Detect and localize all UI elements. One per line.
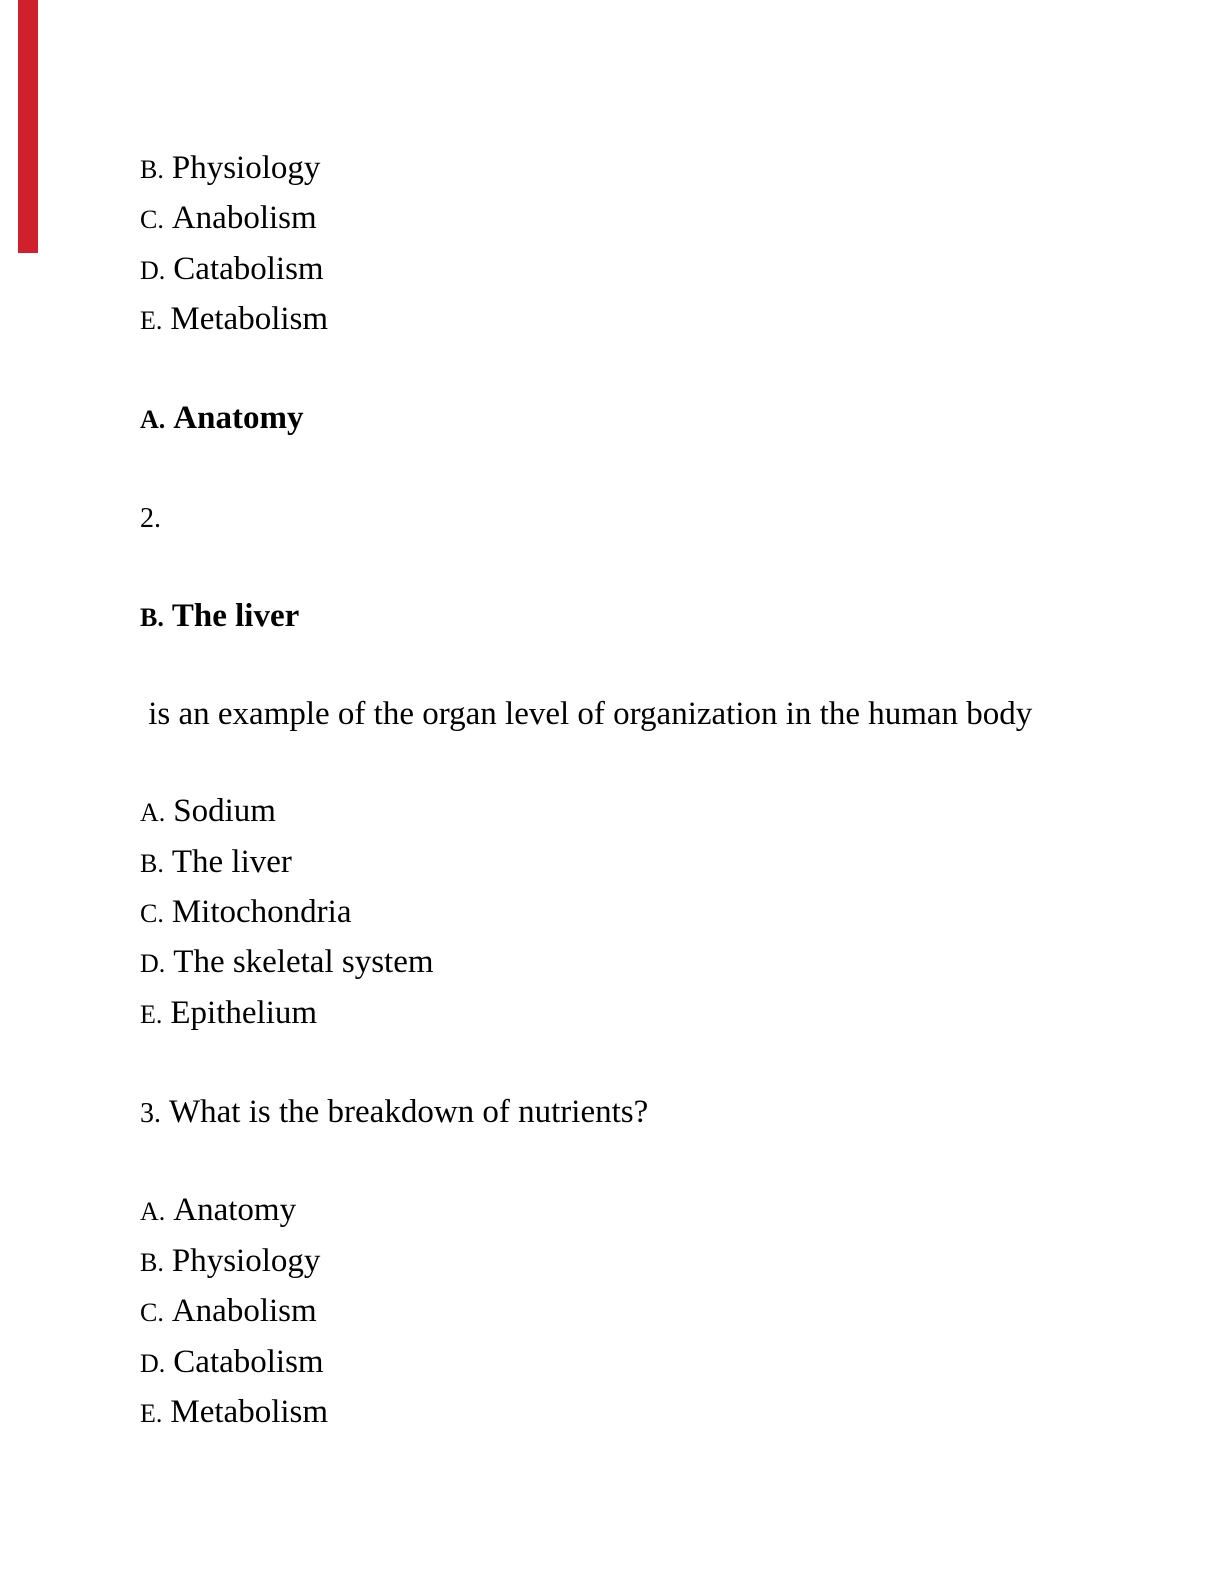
option-row bbox=[140, 144, 1164, 194]
option-row bbox=[140, 194, 1164, 244]
option-letter: C. bbox=[140, 1298, 164, 1328]
option-row bbox=[140, 787, 1164, 837]
option-row bbox=[140, 1338, 1164, 1388]
option-row bbox=[140, 938, 1164, 988]
answer-letter: A. bbox=[140, 405, 166, 435]
option-text: The liver bbox=[171, 843, 292, 880]
option-text: Epithelium bbox=[170, 994, 318, 1031]
answer-letter: B. bbox=[140, 602, 164, 632]
option-letter: A. bbox=[140, 1197, 166, 1227]
answer-text: The liver bbox=[171, 597, 300, 634]
answer-line bbox=[140, 394, 1164, 444]
option-text: Metabolism bbox=[170, 301, 329, 338]
option-text: Anabolism bbox=[171, 200, 317, 237]
option-row bbox=[140, 838, 1164, 888]
option-text: Anabolism bbox=[171, 1293, 317, 1330]
option-row bbox=[140, 1388, 1164, 1438]
option-letter: B. bbox=[140, 1247, 164, 1277]
option-text: Physiology bbox=[171, 1242, 321, 1279]
question-text: What is the breakdown of nutrients? bbox=[169, 1093, 649, 1130]
option-row bbox=[140, 888, 1164, 938]
option-row bbox=[140, 1237, 1164, 1287]
option-text: Metabolism bbox=[170, 1394, 329, 1431]
option-text: The skeletal system bbox=[173, 944, 434, 981]
option-row bbox=[140, 1186, 1164, 1236]
answer-line bbox=[140, 592, 1164, 642]
question-number: 2. bbox=[140, 502, 161, 534]
option-row bbox=[140, 295, 1164, 345]
option-letter: B. bbox=[140, 155, 164, 184]
option-text: Sodium bbox=[173, 793, 276, 830]
answer-text: Anatomy bbox=[173, 400, 304, 437]
option-letter: C. bbox=[140, 205, 164, 235]
question-3-line bbox=[140, 1088, 1164, 1138]
red-margin-bar bbox=[18, 0, 38, 253]
option-letter: D. bbox=[140, 949, 166, 979]
option-text: Catabolism bbox=[173, 250, 324, 287]
option-letter: A. bbox=[140, 798, 166, 828]
question-number: 3. bbox=[140, 1097, 161, 1129]
option-letter: D. bbox=[140, 255, 166, 285]
option-text: Catabolism bbox=[173, 1343, 324, 1380]
option-letter: C. bbox=[140, 899, 164, 929]
option-letter: E. bbox=[140, 1399, 163, 1429]
option-text: Anatomy bbox=[173, 1192, 297, 1229]
option-letter: E. bbox=[140, 999, 163, 1029]
option-text: Physiology bbox=[171, 150, 321, 186]
option-text: Mitochondria bbox=[171, 894, 352, 931]
option-letter: E. bbox=[140, 306, 163, 336]
option-row bbox=[140, 1287, 1164, 1337]
option-letter: D. bbox=[140, 1348, 166, 1378]
question-2-number-line bbox=[140, 493, 1164, 543]
option-row bbox=[140, 245, 1164, 295]
option-row bbox=[140, 989, 1164, 1039]
question-2-stem: is an example of the organ level of organization in the human body bbox=[140, 696, 1033, 733]
option-letter: B. bbox=[140, 848, 164, 878]
